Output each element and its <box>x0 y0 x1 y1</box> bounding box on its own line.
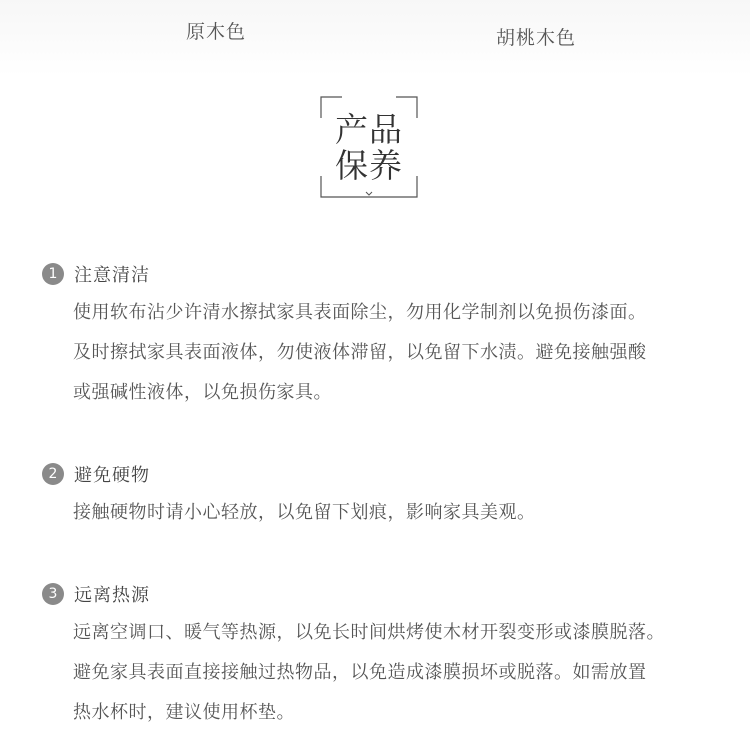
paragraph-line: 热水杯时，建议使用杯垫。 <box>73 702 295 723</box>
color-option-walnut: 胡桃木色 <box>496 27 577 49</box>
section-title: 避免硬物 <box>74 465 150 486</box>
color-options-band <box>0 0 750 76</box>
color-option-natural-wood: 原木色 <box>186 21 247 43</box>
section-title: 远离热源 <box>74 585 150 606</box>
section-heading-clean <box>42 262 150 286</box>
section-heading-hard-objects <box>42 462 150 486</box>
number-badge-icon: 1 <box>42 263 64 285</box>
section-heading-heat <box>42 582 150 606</box>
paragraph-line: 接触硬物时请小心轻放，以免留下划痕，影响家具美观。 <box>73 502 536 523</box>
paragraph-line: 使用软布沾少许清水擦拭家具表面除尘，勿用化学制剂以免损伤漆面。 <box>73 302 647 323</box>
paragraph-line: 或强碱性液体，以免损伤家具。 <box>73 382 332 403</box>
paragraph-line: 及时擦拭家具表面液体，勿使液体滞留，以免留下水渍。避免接触强酸 <box>73 342 647 363</box>
section-title: 注意清洁 <box>74 265 150 286</box>
badge-title-line2: 保养 <box>335 146 403 185</box>
paragraph-line: 避免家具表面直接接触过热物品，以免造成漆膜损坏或脱落。如需放置 <box>73 662 647 683</box>
badge-title-line1: 产品 <box>335 110 403 149</box>
paragraph-line: 远离空调口、暖气等热源，以免长时间烘烤使木材开裂变形或漆膜脱落。 <box>73 622 665 643</box>
number-badge-icon: 3 <box>42 583 64 605</box>
number-badge-icon: 2 <box>42 463 64 485</box>
